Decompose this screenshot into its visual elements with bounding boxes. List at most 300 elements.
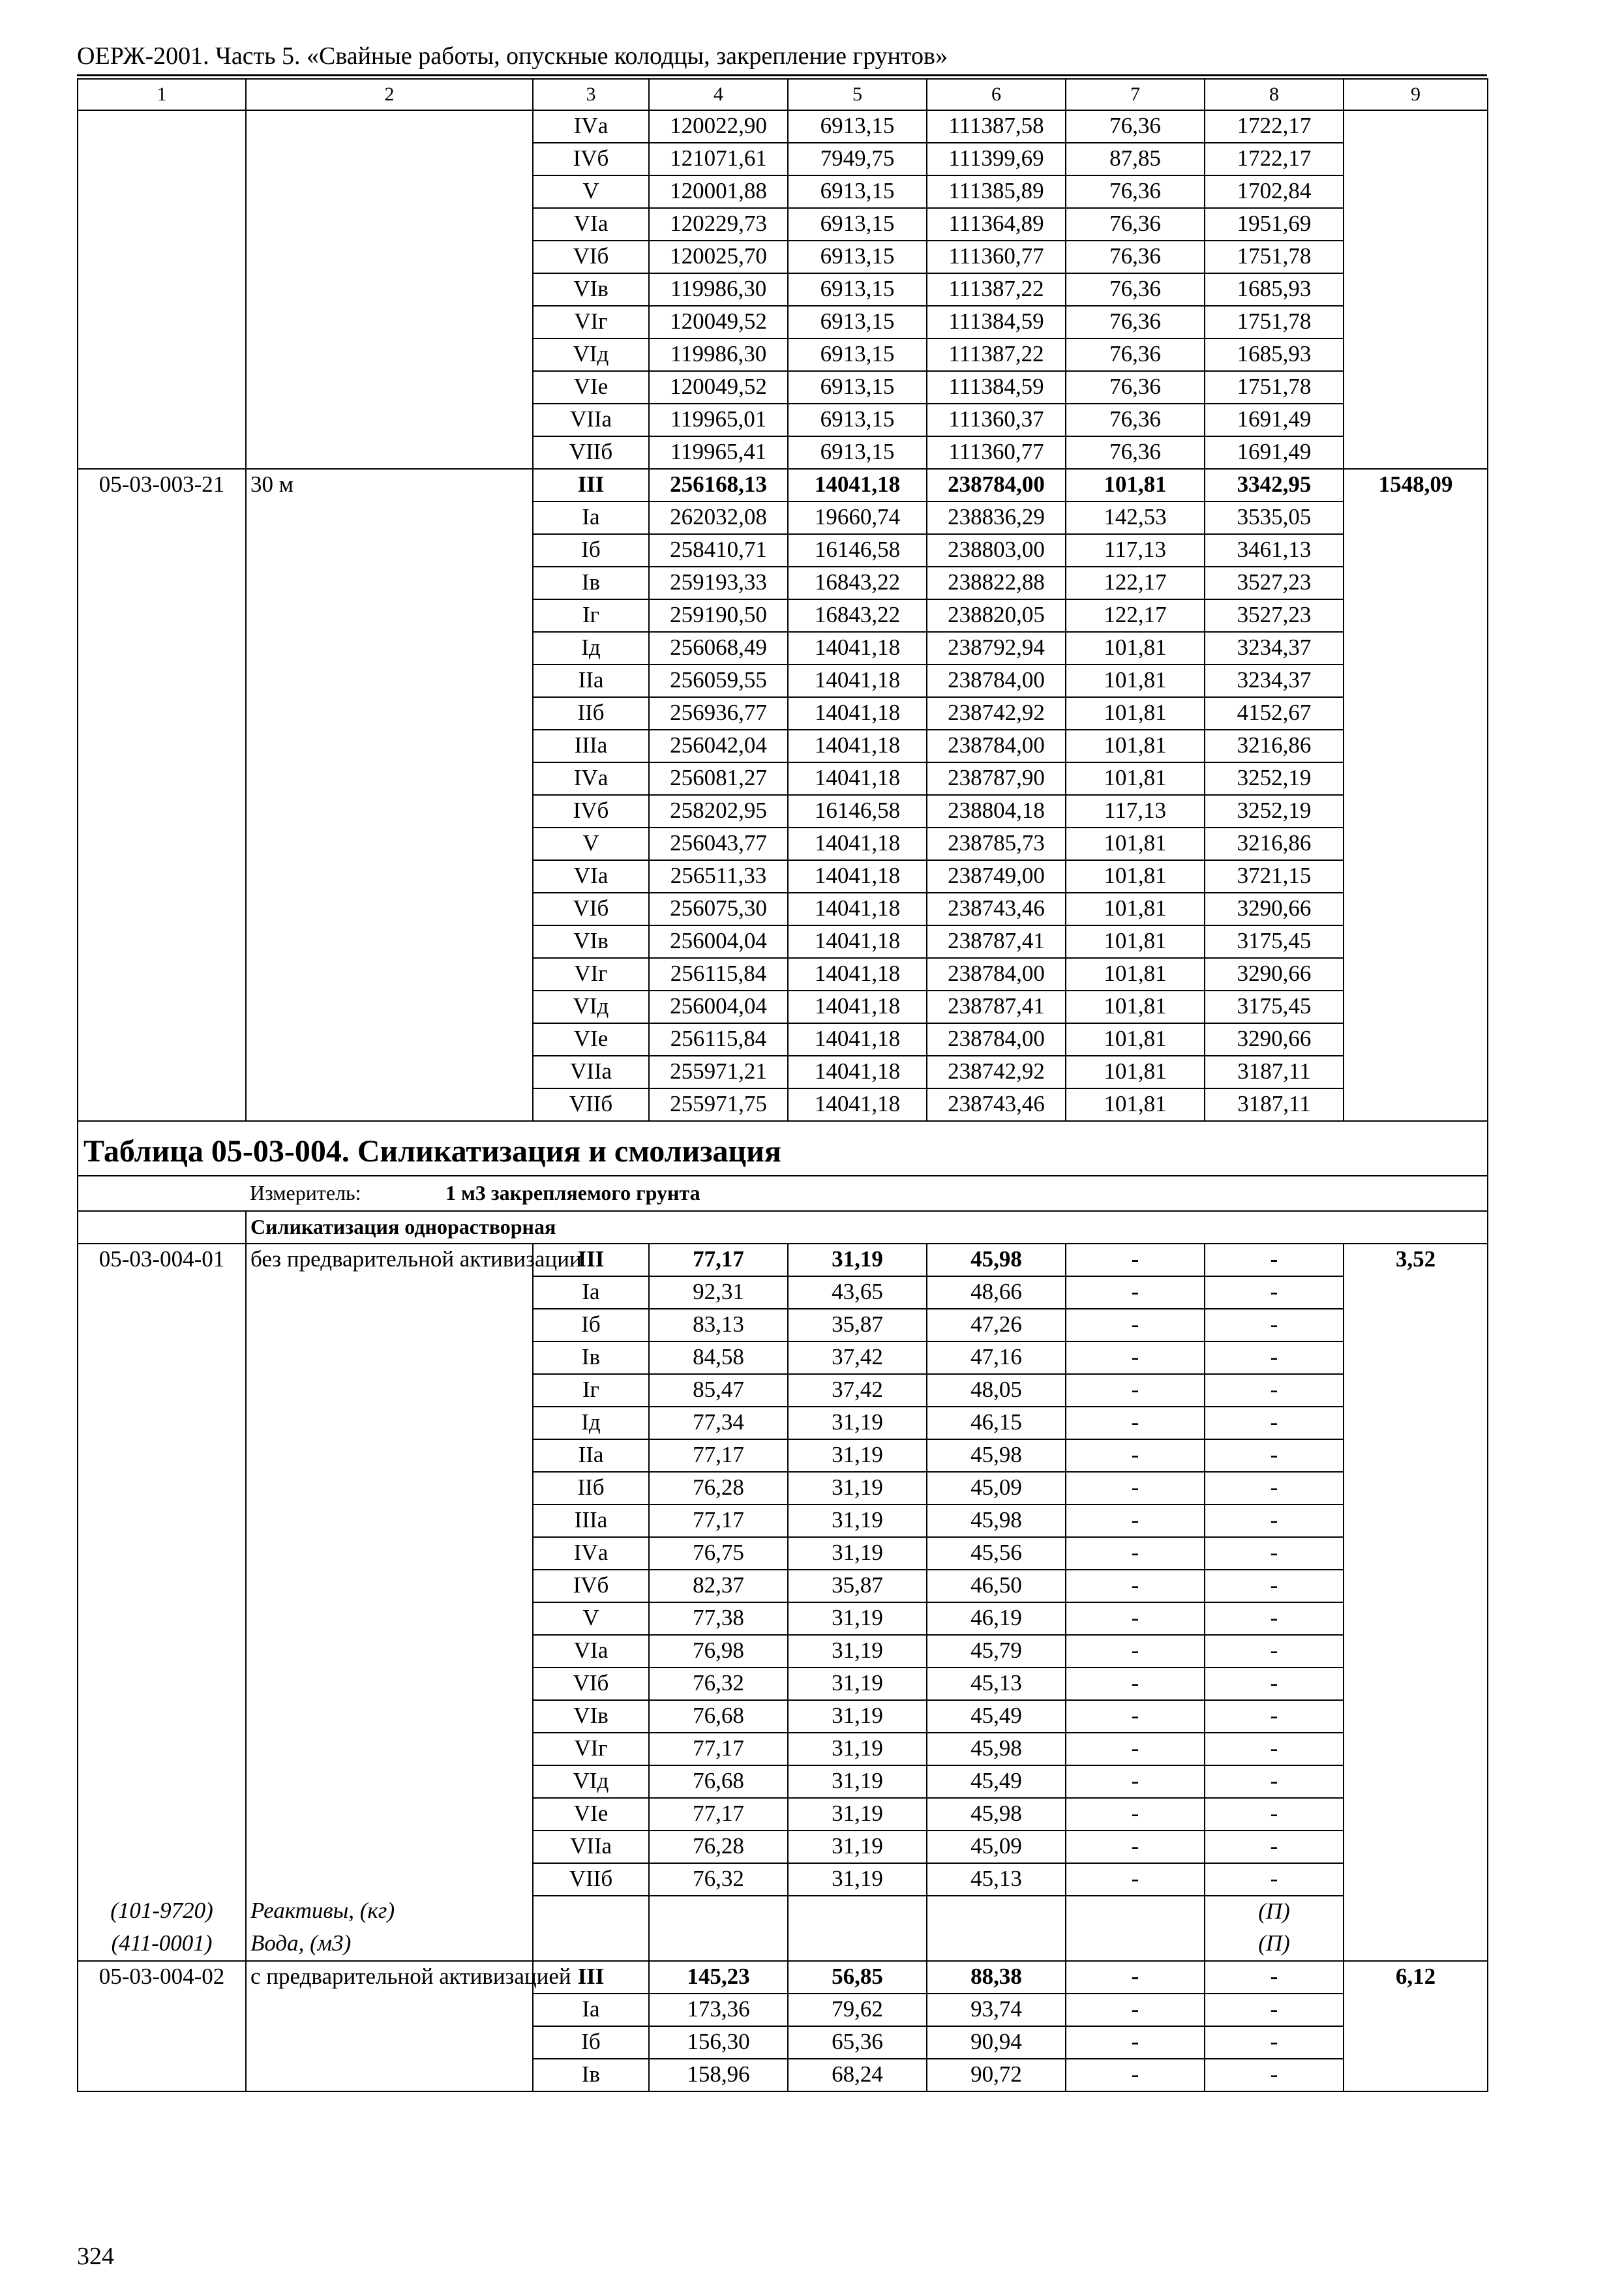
price-value: 256511,33 <box>649 860 788 893</box>
price-value: 31,19 <box>788 1798 927 1831</box>
price-value: - <box>1066 1537 1205 1570</box>
zone-index: Iа <box>533 1994 649 2026</box>
price-row <box>78 1994 1488 2026</box>
rate-code-cell <box>78 1700 246 1733</box>
labor-cell <box>1344 1602 1488 1635</box>
price-value: 87,85 <box>1066 143 1205 175</box>
price-row <box>78 143 1488 175</box>
price-value: 238784,00 <box>927 958 1066 991</box>
labor-cell <box>1344 1798 1488 1831</box>
zone-index: Iв <box>533 567 649 599</box>
price-value: - <box>1205 1961 1344 1994</box>
resource-code: (101-9720) <box>78 1896 246 1928</box>
labor-cell <box>1344 371 1488 404</box>
labor-cell <box>1344 1056 1488 1088</box>
price-value: 31,19 <box>788 1439 927 1472</box>
price-value: 1751,78 <box>1205 306 1344 338</box>
rate-name-cell <box>246 795 533 828</box>
price-value: 31,19 <box>788 1700 927 1733</box>
price-row <box>78 599 1488 632</box>
price-value: 7949,75 <box>788 143 927 175</box>
rate-name-cell <box>246 762 533 795</box>
rate-code-cell <box>78 828 246 860</box>
price-value: 14041,18 <box>788 860 927 893</box>
labor-cell <box>1344 828 1488 860</box>
rate-code-cell <box>78 1504 246 1537</box>
price-value: 101,81 <box>1066 469 1205 501</box>
price-row <box>78 175 1488 208</box>
price-value: 76,28 <box>649 1472 788 1504</box>
price-value: 31,19 <box>788 1733 927 1765</box>
price-value: 1951,69 <box>1205 208 1344 241</box>
labor-cell <box>1344 338 1488 371</box>
price-value: 43,65 <box>788 1276 927 1309</box>
zone-index: VIд <box>533 991 649 1023</box>
price-value: 238784,00 <box>927 469 1066 501</box>
rate-name-cell <box>246 1570 533 1602</box>
price-value: 238803,00 <box>927 534 1066 567</box>
price-value: - <box>1066 1798 1205 1831</box>
price-row <box>78 1863 1488 1896</box>
price-value: - <box>1205 2059 1344 2091</box>
price-value: 1751,78 <box>1205 371 1344 404</box>
labor-cell <box>1344 1374 1488 1407</box>
zone-index: IIIа <box>533 730 649 762</box>
zone-index: IVб <box>533 143 649 175</box>
price-value: 45,98 <box>927 1244 1066 1276</box>
price-value: 119986,30 <box>649 273 788 306</box>
price-value: - <box>1066 1733 1205 1765</box>
rate-name-cell <box>246 1374 533 1407</box>
price-value: 77,17 <box>649 1244 788 1276</box>
price-value: 31,19 <box>788 1472 927 1504</box>
rate-code-cell <box>78 1023 246 1056</box>
rate-name-cell <box>246 1407 533 1439</box>
price-value: 101,81 <box>1066 762 1205 795</box>
price-value: 111384,59 <box>927 306 1066 338</box>
rate-name-cell <box>246 1439 533 1472</box>
price-value: - <box>1066 1309 1205 1341</box>
labor-cell <box>1344 1537 1488 1570</box>
price-value: 4152,67 <box>1205 697 1344 730</box>
price-value: 83,13 <box>649 1309 788 1341</box>
rate-name-cell <box>246 143 533 175</box>
rate-code-cell <box>78 665 246 697</box>
rate-name-cell <box>246 860 533 893</box>
price-row <box>78 371 1488 404</box>
rate-code-cell <box>78 1374 246 1407</box>
price-value: 1722,17 <box>1205 110 1344 143</box>
price-value: 45,13 <box>927 1863 1066 1896</box>
rate-name-cell <box>246 501 533 534</box>
price-value: 88,38 <box>927 1961 1066 1994</box>
price-value: - <box>1205 1439 1344 1472</box>
price-value: 6913,15 <box>788 371 927 404</box>
labor-cell <box>1344 208 1488 241</box>
price-row <box>78 1570 1488 1602</box>
zone-index: V <box>533 828 649 860</box>
rate-code-cell <box>78 338 246 371</box>
rate-name-cell <box>246 371 533 404</box>
labor-cell <box>1344 991 1488 1023</box>
price-value: 238743,46 <box>927 1088 1066 1121</box>
price-value: 262032,08 <box>649 501 788 534</box>
rate-name-cell <box>246 1798 533 1831</box>
price-value: 3252,19 <box>1205 795 1344 828</box>
rate-code-cell <box>78 534 246 567</box>
price-value: - <box>1066 1374 1205 1407</box>
labor-cell <box>1344 730 1488 762</box>
price-value: 101,81 <box>1066 632 1205 665</box>
price-value: 238784,00 <box>927 730 1066 762</box>
rate-name-cell <box>246 1309 533 1341</box>
price-value: - <box>1205 1700 1344 1733</box>
price-value: 256115,84 <box>649 958 788 991</box>
price-value: - <box>1066 1504 1205 1537</box>
rate-name-cell <box>246 1276 533 1309</box>
price-row <box>78 1602 1488 1635</box>
price-value: 56,85 <box>788 1961 927 1994</box>
price-value: 1685,93 <box>1205 338 1344 371</box>
price-value: 47,26 <box>927 1309 1066 1341</box>
price-value: 45,09 <box>927 1472 1066 1504</box>
price-value: 76,36 <box>1066 273 1205 306</box>
price-value: 111364,89 <box>927 208 1066 241</box>
zone-index: V <box>533 1602 649 1635</box>
page-number: 324 <box>77 2243 114 2270</box>
column-number-row <box>78 79 1488 110</box>
rate-code-cell <box>78 1863 246 1896</box>
rate-code-cell <box>78 175 246 208</box>
zone-index: VIг <box>533 306 649 338</box>
labor-cell <box>1344 1472 1488 1504</box>
price-value: 3290,66 <box>1205 1023 1344 1056</box>
price-value: - <box>1066 2026 1205 2059</box>
price-value: 1685,93 <box>1205 273 1344 306</box>
rate-name-cell <box>246 1088 533 1121</box>
price-value: 14041,18 <box>788 828 927 860</box>
price-value: 31,19 <box>788 1504 927 1537</box>
labor-cell <box>1344 893 1488 925</box>
price-value: 31,19 <box>788 1602 927 1635</box>
labor-cell <box>1344 1733 1488 1765</box>
price-value: 238836,29 <box>927 501 1066 534</box>
price-row <box>78 1733 1488 1765</box>
labor-cell <box>1344 1023 1488 1056</box>
rate-code-cell <box>78 1472 246 1504</box>
price-value: 156,30 <box>649 2026 788 2059</box>
labor-cell <box>1344 1504 1488 1537</box>
price-value: 111399,69 <box>927 143 1066 175</box>
price-value: - <box>1205 1668 1344 1700</box>
rate-name-cell <box>246 1700 533 1733</box>
price-row <box>78 338 1488 371</box>
rate-name-cell <box>246 2026 533 2059</box>
price-row <box>78 1700 1488 1733</box>
rate-code-cell <box>78 1765 246 1798</box>
rate-name-cell <box>246 1341 533 1374</box>
price-row <box>78 534 1488 567</box>
labor-cell <box>1344 1700 1488 1733</box>
price-value: 111385,89 <box>927 175 1066 208</box>
price-value: 45,56 <box>927 1537 1066 1570</box>
rate-code-cell <box>78 599 246 632</box>
table-title: Таблица 05-03-004. Силикатизация и смолизация <box>78 1121 1488 1176</box>
price-value: 256042,04 <box>649 730 788 762</box>
price-value: 256075,30 <box>649 893 788 925</box>
price-value: - <box>1205 1863 1344 1896</box>
price-value: 76,36 <box>1066 436 1205 469</box>
running-header: ОЕРЖ-2001. Часть 5. «Свайные работы, опускные колодцы, закрепление грунтов» <box>77 42 948 70</box>
rate-code-cell <box>78 1733 246 1765</box>
labor-cell <box>1344 567 1488 599</box>
zone-index: IVа <box>533 762 649 795</box>
rate-code-cell <box>78 1635 246 1668</box>
price-value: 101,81 <box>1066 665 1205 697</box>
price-value: - <box>1205 1635 1344 1668</box>
price-value: 256168,13 <box>649 469 788 501</box>
price-row <box>78 1341 1488 1374</box>
price-row <box>78 1023 1488 1056</box>
price-value: - <box>1205 1276 1344 1309</box>
labor-cell <box>1344 273 1488 306</box>
price-value: - <box>1205 1244 1344 1276</box>
rate-code-cell <box>78 991 246 1023</box>
price-value: 3252,19 <box>1205 762 1344 795</box>
rate-code-cell <box>78 632 246 665</box>
price-value: 3527,23 <box>1205 599 1344 632</box>
rate-name-cell <box>246 958 533 991</box>
price-value: 117,13 <box>1066 534 1205 567</box>
price-value: 258410,71 <box>649 534 788 567</box>
price-value: 68,24 <box>788 2059 927 2091</box>
labor-cell <box>1344 1765 1488 1798</box>
price-value: 238787,90 <box>927 762 1066 795</box>
price-row <box>78 1374 1488 1407</box>
price-value: 120049,52 <box>649 371 788 404</box>
zone-index: IIа <box>533 1439 649 1472</box>
rate-name-cell <box>246 991 533 1023</box>
price-value: 259190,50 <box>649 599 788 632</box>
price-value: 14041,18 <box>788 1056 927 1088</box>
price-value: 14041,18 <box>788 1023 927 1056</box>
price-value: 238787,41 <box>927 925 1066 958</box>
price-value: 1691,49 <box>1205 404 1344 436</box>
zone-index: VIд <box>533 338 649 371</box>
price-row <box>78 1309 1488 1341</box>
price-value: 3721,15 <box>1205 860 1344 893</box>
zone-index: VIе <box>533 1798 649 1831</box>
rate-code-cell <box>78 1276 246 1309</box>
price-value: 76,68 <box>649 1700 788 1733</box>
labor-cell <box>1344 1994 1488 2026</box>
price-row <box>78 501 1488 534</box>
price-value: 14041,18 <box>788 958 927 991</box>
labor-cell <box>1344 1309 1488 1341</box>
price-value: 45,98 <box>927 1733 1066 1765</box>
rate-code-cell <box>78 762 246 795</box>
rate-code-cell <box>78 306 246 338</box>
labor-cell <box>1344 1668 1488 1700</box>
column-number: 2 <box>246 79 533 110</box>
price-value: - <box>1066 1635 1205 1668</box>
price-value: - <box>1205 1570 1344 1602</box>
price-main-row <box>78 1961 1488 1994</box>
price-value: 84,58 <box>649 1341 788 1374</box>
price-value: 3535,05 <box>1205 501 1344 534</box>
price-value: - <box>1205 1309 1344 1341</box>
price-value: 119965,01 <box>649 404 788 436</box>
price-value: - <box>1066 1244 1205 1276</box>
labor-cell <box>1344 534 1488 567</box>
price-table <box>77 78 1488 2092</box>
zone-index: IVб <box>533 1570 649 1602</box>
labor-cell <box>1344 1863 1488 1896</box>
price-value: - <box>1205 1374 1344 1407</box>
rate-name-cell <box>246 1863 533 1896</box>
price-value: 77,38 <box>649 1602 788 1635</box>
labor-cost: 6,12 <box>1344 1961 1488 1994</box>
zone-index: IIб <box>533 697 649 730</box>
price-value: 6913,15 <box>788 208 927 241</box>
labor-cell <box>1344 241 1488 273</box>
zone-index: IIIа <box>533 1504 649 1537</box>
price-value: 3175,45 <box>1205 991 1344 1023</box>
rate-name-cell <box>246 828 533 860</box>
rate-name-cell <box>246 665 533 697</box>
price-value: 238784,00 <box>927 1023 1066 1056</box>
price-value: 45,79 <box>927 1635 1066 1668</box>
price-row <box>78 1537 1488 1570</box>
zone-index: Iб <box>533 534 649 567</box>
rate-code-cell <box>78 1407 246 1439</box>
rate-code-cell <box>78 143 246 175</box>
labor-cell <box>1344 143 1488 175</box>
price-row <box>78 2059 1488 2091</box>
price-value: 76,36 <box>1066 371 1205 404</box>
price-row <box>78 925 1488 958</box>
price-value: - <box>1066 1863 1205 1896</box>
price-value: 14041,18 <box>788 1088 927 1121</box>
price-value: 31,19 <box>788 1407 927 1439</box>
price-value: 145,23 <box>649 1961 788 1994</box>
price-row <box>78 1798 1488 1831</box>
price-value: 6913,15 <box>788 338 927 371</box>
labor-cell <box>1344 404 1488 436</box>
price-value: 238820,05 <box>927 599 1066 632</box>
price-value: 122,17 <box>1066 567 1205 599</box>
price-value: 120229,73 <box>649 208 788 241</box>
labor-cell <box>1344 2026 1488 2059</box>
price-value: 45,49 <box>927 1700 1066 1733</box>
price-value: 35,87 <box>788 1570 927 1602</box>
zone-index: VIIа <box>533 1831 649 1863</box>
price-value: 45,09 <box>927 1831 1066 1863</box>
rate-code-cell <box>78 1056 246 1088</box>
labor-cell <box>1344 795 1488 828</box>
zone-index: Iг <box>533 1374 649 1407</box>
rate-name-cell <box>246 208 533 241</box>
price-value: 6913,15 <box>788 110 927 143</box>
price-value: - <box>1066 1276 1205 1309</box>
column-number: 1 <box>78 79 246 110</box>
labor-cell <box>1344 1341 1488 1374</box>
rate-name-cell <box>246 1733 533 1765</box>
price-value: 238743,46 <box>927 893 1066 925</box>
price-value: 76,36 <box>1066 110 1205 143</box>
price-value: 14041,18 <box>788 925 927 958</box>
price-value: 45,98 <box>927 1504 1066 1537</box>
price-main-row <box>78 469 1488 501</box>
price-value: 48,66 <box>927 1276 1066 1309</box>
price-row <box>78 762 1488 795</box>
price-value: 238784,00 <box>927 665 1066 697</box>
zone-index: Iд <box>533 1407 649 1439</box>
price-value: 6913,15 <box>788 241 927 273</box>
meter-row <box>78 1176 1488 1211</box>
resource-mark: (П) <box>1205 1896 1344 1928</box>
price-row <box>78 1831 1488 1863</box>
rate-name-cell <box>246 534 533 567</box>
price-value: 3187,11 <box>1205 1088 1344 1121</box>
price-value: 158,96 <box>649 2059 788 2091</box>
resource-code: (411-0001) <box>78 1928 246 1961</box>
rate-name: без предварительной активизации <box>246 1244 533 1276</box>
price-row <box>78 730 1488 762</box>
price-row <box>78 110 1488 143</box>
rate-name: с предварительной активизацией <box>246 1961 533 1994</box>
price-value: 101,81 <box>1066 991 1205 1023</box>
price-row <box>78 1276 1488 1309</box>
price-value: 101,81 <box>1066 1088 1205 1121</box>
price-value: 255971,21 <box>649 1056 788 1088</box>
price-value: 45,49 <box>927 1765 1066 1798</box>
resource-row <box>78 1928 1488 1961</box>
column-number: 5 <box>788 79 927 110</box>
meter-value: 1 м3 закрепляемого грунта <box>445 1181 700 1204</box>
price-value: 79,62 <box>788 1994 927 2026</box>
rate-code-cell <box>78 730 246 762</box>
price-row <box>78 273 1488 306</box>
zone-index: V <box>533 175 649 208</box>
rate-name-cell <box>246 1023 533 1056</box>
rate-name-cell <box>246 1602 533 1635</box>
price-value: 76,32 <box>649 1863 788 1896</box>
price-value: - <box>1066 2059 1205 2091</box>
price-value: 46,50 <box>927 1570 1066 1602</box>
price-value: 1691,49 <box>1205 436 1344 469</box>
price-value: 111387,58 <box>927 110 1066 143</box>
price-value: 76,36 <box>1066 241 1205 273</box>
price-value: - <box>1066 1407 1205 1439</box>
labor-cell <box>1344 1439 1488 1472</box>
price-row <box>78 306 1488 338</box>
price-value: 14041,18 <box>788 469 927 501</box>
section-row <box>78 1211 1488 1244</box>
price-value: 31,19 <box>788 1863 927 1896</box>
price-value: 120025,70 <box>649 241 788 273</box>
price-value: 117,13 <box>1066 795 1205 828</box>
price-value: 256068,49 <box>649 632 788 665</box>
rate-name-cell <box>246 1831 533 1863</box>
price-row <box>78 1056 1488 1088</box>
column-number: 9 <box>1344 79 1488 110</box>
price-value: 76,32 <box>649 1668 788 1700</box>
price-main-row <box>78 1244 1488 1276</box>
labor-cell <box>1344 1831 1488 1863</box>
labor-cell <box>1344 1570 1488 1602</box>
rate-code-cell <box>78 697 246 730</box>
